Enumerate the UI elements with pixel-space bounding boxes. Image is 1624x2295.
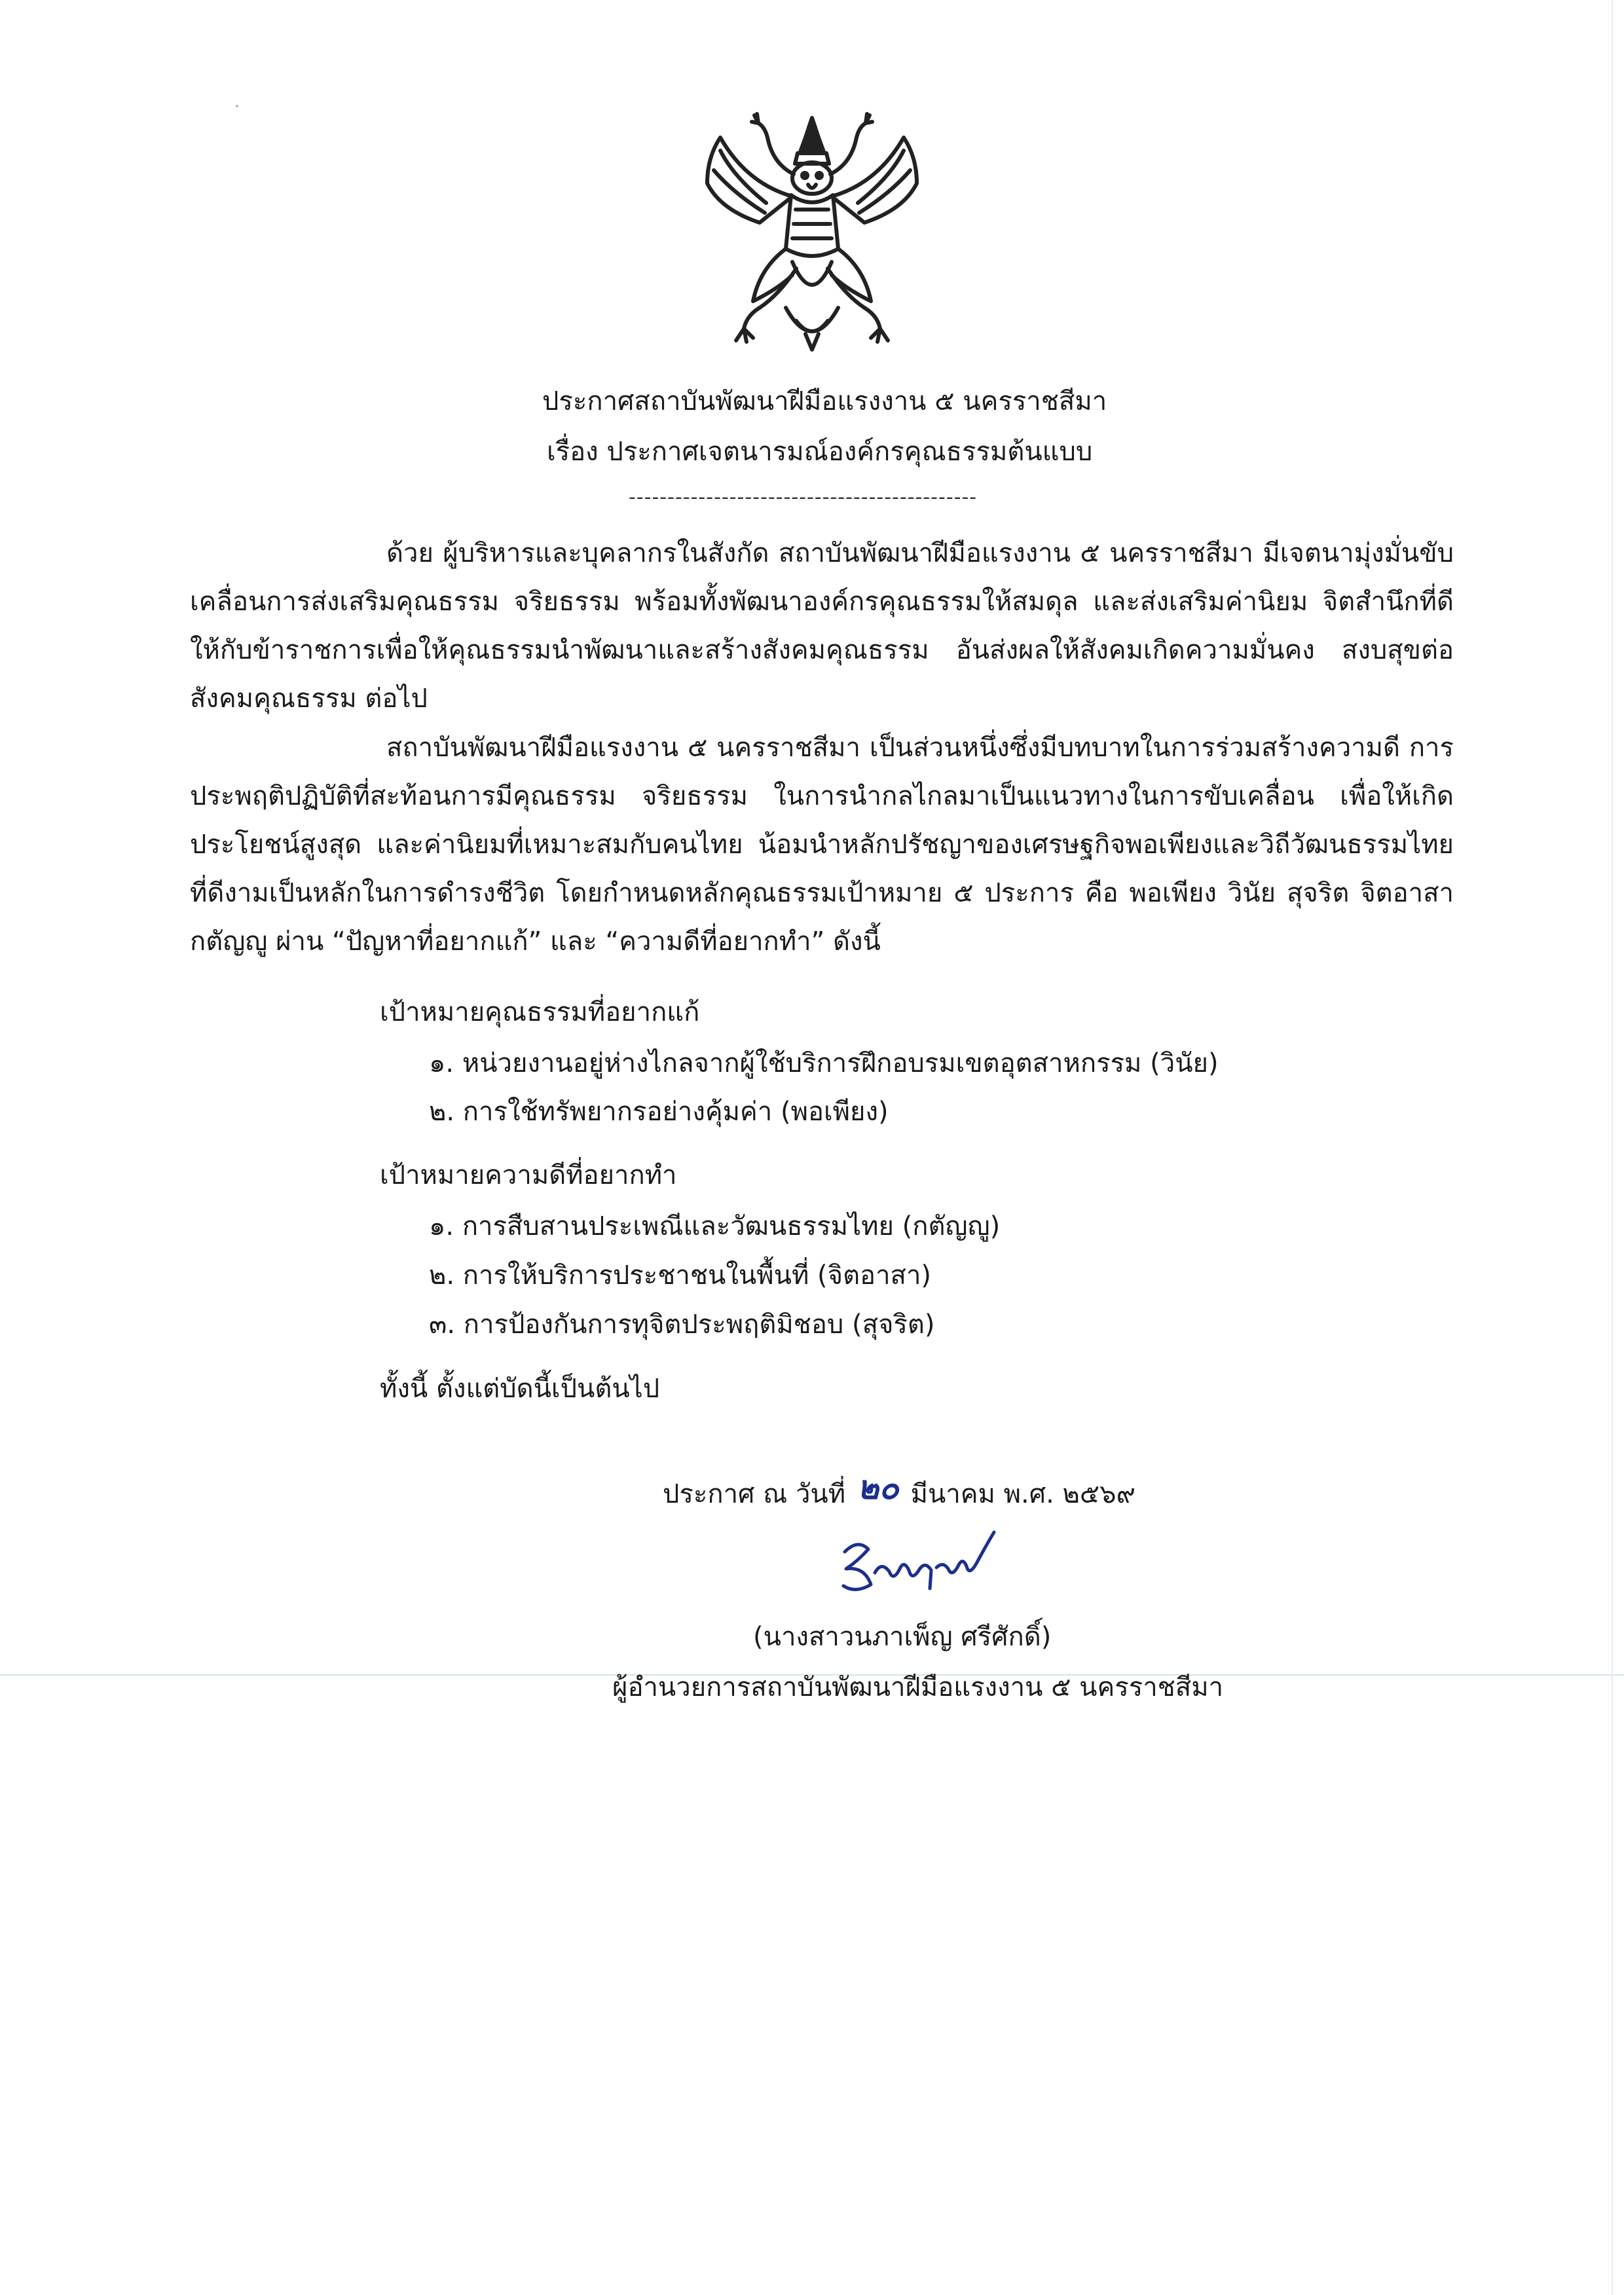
title-divider: ---------------------------------------------: [629, 486, 978, 509]
scan-speck: [236, 105, 238, 107]
body-paragraph-1: ด้วย ผู้บริหารและบุคลากรในสังกัด สถาบันพัฒนาฝีมือแรงงาน ๕ นครราชสีมา มีเจตนามุ่งมั่นขับเคลื่อนการส่งเสริมคุณธรรม จริยธรรม พร้อมทั้งพัฒนาองค์กรคุณธรรมให้สมดุล และส่งเสริมค่านิยม จิตสำนึกที่ดีให้กับข้าราชการเพื่อให้คุณธรรมนำพัฒนาและสร้างสังคมคุณธรรม อันส่งผลให้สังคมเกิดความมั่นคง สงบสุขต่อสังคมคุณธรรม ต่อไป: [190, 538, 1454, 714]
announcement-subject: เรื่อง ประกาศเจตนารมณ์องค์กรคุณธรรมต้นแบบ: [547, 437, 1093, 467]
announcement-date: [663, 1468, 1135, 1513]
goodness-heading: เป้าหมายความดีที่อยากทำ: [380, 1160, 677, 1190]
goodness-item: ๒. การให้บริการประชาชนในพื้นที่ (จิตอาสา): [429, 1260, 932, 1291]
date-month-year: มีนาคม พ.ศ. ๒๕๖๙: [910, 1479, 1135, 1509]
scan-artifact-edge: [1612, 0, 1613, 2295]
body-paragraph-2: สถาบันพัฒนาฝีมือแรงงาน ๕ นครราชสีมา เป็นส่วนหนึ่งซึ่งมีบทบาทในการร่วมสร้างความดี การประพฤติปฏิบัติที่สะท้อนการมีคุณธรรม จริยธรรม ในการนำกลไกลมาเป็นแนวทางในการขับเคลื่อน เพื่อให้เกิดประโยชน์สูงสุด และค่านิยมที่เหมาะสมกับคนไทย น้อมนำหลักปรัชญาของเศรษฐกิจพอเพียงและวิถีวัฒนธรรมไทยที่ดีงามเป็นหลักในการดำรงชีวิต โดยกำหนดหลักคุณธรรมเป้าหมาย ๕ ประการ คือ พอเพียง วินัย สุจริต จิตอาสา กตัญญู ผ่าน “ปัญหาที่อยากแก้” และ “ความดีที่อยากทำ” ดังนี้: [190, 733, 1454, 957]
problem-item: ๑. หน่วยงานอยู่ห่างไกลจากผู้ใช้บริการฝึกอบรมเขตอุตสาหกรรม (วินัย): [429, 1048, 1219, 1078]
problem-item: ๒. การใช้ทรัพยากรอย่างคุ้มค่า (พอเพียง): [429, 1097, 889, 1127]
signatory-name: (นางสาวนภาเพ็ญ ศรีศักดิ์): [753, 1622, 1052, 1652]
garuda-emblem-icon: [681, 111, 943, 360]
announcement-title: ประกาศสถาบันพัฒนาฝีมือแรงงาน ๕ นครราชสีมา: [542, 386, 1107, 416]
goodness-item: ๓. การป้องกันการทุจิตประพฤติมิชอบ (สุจริต): [429, 1310, 935, 1340]
handwritten-signature: [832, 1526, 1002, 1604]
date-day-handwritten: ๒๐: [857, 1468, 899, 1507]
problems-heading: เป้าหมายคุณธรรมที่อยากแก้: [380, 997, 700, 1027]
closing-statement: ทั้งนี้ ตั้งแต่บัดนี้เป็นต้นไป: [380, 1374, 660, 1404]
date-prefix: ประกาศ ณ วันที่: [663, 1479, 846, 1509]
signatory-position: ผู้อำนวยการสถาบันพัฒนาฝีมือแรงงาน ๕ นครราชสีมา: [612, 1672, 1224, 1702]
goodness-item: ๑. การสืบสานประเพณีและวัฒนธรรมไทย (กตัญญู): [429, 1211, 1001, 1241]
